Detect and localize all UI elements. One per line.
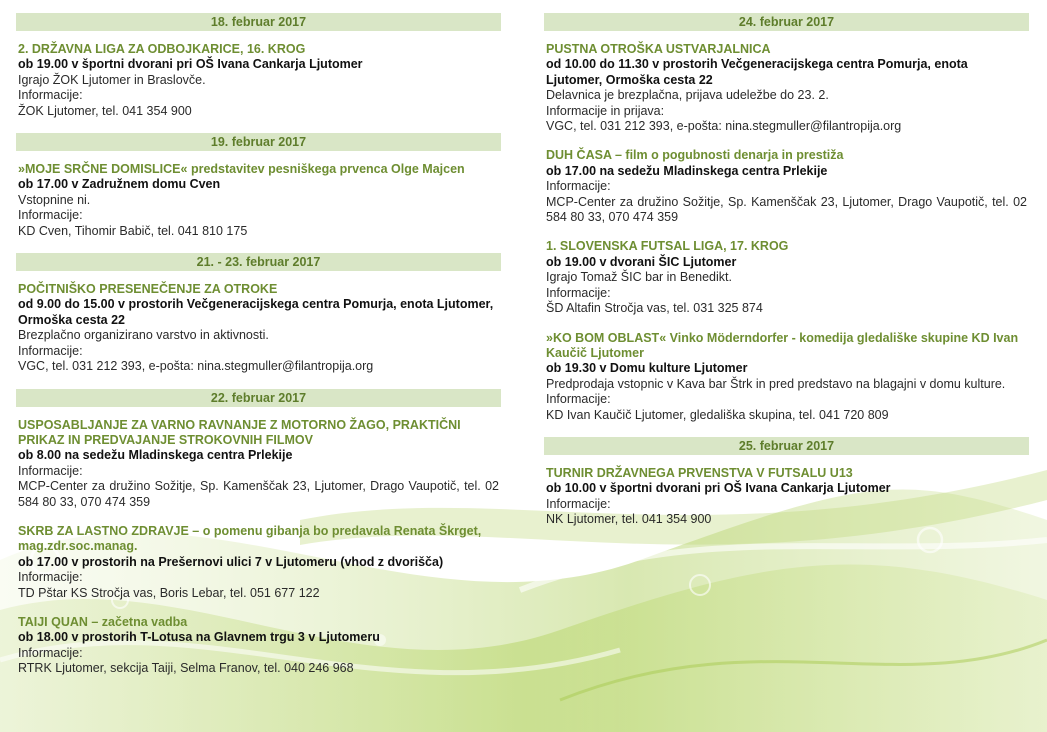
event-title: »KO BOM OBLAST« Vinko Möderndorfer - komedija gledališke skupine KD Ivan Kaučič Ljutomer [546, 330, 1019, 360]
event-info-line: Brezplačno organizirano varstvo in aktivnosti. [18, 328, 269, 343]
date-header: 25. februar 2017 [544, 437, 1029, 455]
event-entry [546, 148, 1027, 225]
event-entry [546, 466, 1027, 528]
event-time-location: ob 17.00 na sedežu Mladinskega centra Prlekije [546, 163, 828, 178]
event-info-line: Informacije: [546, 179, 611, 194]
event-entry [18, 524, 499, 601]
event-info-line: MCP-Center za družino Sožitje, Sp. Kamenščak 23, Ljutomer, Drago Vaupotič, tel. 02 584 80 33, 070 474 359 [546, 194, 1027, 225]
left-column [16, 13, 501, 691]
event-time-location: ob 10.00 v športni dvorani pri OŠ Ivana Cankarja Ljutomer [546, 481, 891, 496]
event-title: DUH ČASA – film o pogubnosti denarja in prestiža [546, 148, 844, 163]
event-entry [546, 331, 1027, 423]
event-info-line: Informacije: [18, 645, 83, 660]
right-column [544, 13, 1029, 542]
date-header: 22. februar 2017 [16, 389, 501, 407]
event-info-line: VGC, tel. 031 212 393, e-pošta: nina.stegmuller@filantropija.org [546, 119, 902, 134]
event-entry [18, 615, 499, 677]
date-header: 18. februar 2017 [16, 13, 501, 31]
event-info-line: KD Cven, Tihomir Babič, tel. 041 810 175 [18, 223, 248, 238]
event-time-location: ob 19.00 v športni dvorani pri OŠ Ivana Cankarja Ljutomer [18, 57, 363, 72]
event-info-line: Predprodaja vstopnic v Kava bar Štrk in pred predstavo na blagajni v domu kulture. [546, 376, 1006, 391]
event-info-line: Igrajo Tomaž ŠIC bar in Benedikt. [546, 270, 732, 285]
event-time-location: ob 18.00 v prostorih T-Lotusa na Glavnem trgu 3 v Ljutomeru [18, 630, 380, 645]
event-title: 2. DRŽAVNA LIGA ZA ODBOJKARICE, 16. KROG [18, 42, 306, 56]
event-info-line: RTRK Ljutomer, sekcija Taiji, Selma Franov, tel. 040 246 968 [18, 661, 354, 676]
event-info-line: Vstopnine ni. [18, 192, 91, 207]
date-header: 24. februar 2017 [544, 13, 1029, 31]
event-info-line: Informacije: [546, 496, 611, 511]
event-info-line: Informacije: [18, 208, 83, 223]
event-entry [18, 418, 499, 510]
event-title: 1. SLOVENSKA FUTSAL LIGA, 17. KROG [546, 239, 789, 254]
event-entry [546, 42, 1027, 134]
event-info-line: Informacije: [18, 570, 83, 585]
date-header: 19. februar 2017 [16, 133, 501, 151]
event-title: PUSTNA OTROŠKA USTVARJALNICA [546, 42, 771, 56]
event-entry [546, 239, 1027, 316]
event-time-location: ob 17.00 v Zadružnem domu Cven [18, 177, 221, 192]
event-time-location: od 9.00 do 15.00 v prostorih Večgeneracijskega centra Pomurja, enota Ljutomer, Ormoška cesta 22 [18, 297, 494, 327]
event-time-location: ob 17.00 v prostorih na Prešernovi ulici 7 v Ljutomeru (vhod z dvorišča) [18, 554, 444, 569]
event-info-line: Igrajo ŽOK Ljutomer in Braslovče. [18, 72, 206, 87]
event-title: TURNIR DRŽAVNEGA PRVENSTVA V FUTSALU U13 [546, 465, 853, 480]
event-info-line: Informacije: [18, 88, 83, 103]
event-entry [18, 42, 499, 119]
event-title: POČITNIŠKO PRESENEČENJE ZA OTROKE [18, 282, 278, 297]
event-info-line: VGC, tel. 031 212 393, e-pošta: nina.stegmuller@filantropija.org [18, 359, 374, 374]
event-info-line: Informacije: [546, 392, 611, 407]
event-entry [18, 162, 499, 239]
event-time-location: od 10.00 do 11.30 v prostorih Večgeneracijskega centra Pomurja, enota Ljutomer, Ormoška cesta 22 [546, 57, 968, 87]
event-info-line: Informacije: [18, 463, 83, 478]
event-title: »MOJE SRČNE DOMISLICE« predstavitev pesniškega prvenca Olge Majcen [18, 162, 465, 177]
event-info-line: KD Ivan Kaučič Ljutomer, gledališka skupina, tel. 041 720 809 [546, 407, 889, 422]
event-info-line: Delavnica je brezplačna, prijava udeležbe do 23. 2. [546, 88, 829, 103]
event-time-location: ob 19.30 v Domu kulture Ljutomer [546, 361, 748, 376]
event-info-line: TD Pštar KS Stročja vas, Boris Lebar, tel. 051 677 122 [18, 585, 320, 600]
date-header: 21. - 23. februar 2017 [16, 253, 501, 271]
event-info-line: Informacije: [546, 285, 611, 300]
event-info-line: NK Ljutomer, tel. 041 354 900 [546, 512, 712, 527]
event-entry [18, 282, 499, 374]
event-title: USPOSABLJANJE ZA VARNO RAVNANJE Z MOTORNO ŽAGO, PRAKTIČNI PRIKAZ IN PREDVAJANJE STROKOVNIH FILMOV [18, 417, 461, 447]
event-title: SKRB ZA LASTNO ZDRAVJE – o pomenu gibanja bo predavala Renata Škrget, mag.zdr.soc.manag. [18, 523, 482, 554]
event-time-location: ob 19.00 v dvorani ŠIC Ljutomer [546, 254, 737, 269]
event-title: TAIJI QUAN – začetna vadba [18, 614, 188, 629]
event-info-line: Informacije in prijava: [546, 103, 665, 118]
event-info-line: MCP-Center za družino Sožitje, Sp. Kamenščak 23, Ljutomer, Drago Vaupotič, tel. 02 584 80 33, 070 474 359 [18, 479, 499, 509]
event-time-location: ob 8.00 na sedežu Mladinskega centra Prlekije [18, 448, 293, 463]
event-info-line: ŽOK Ljutomer, tel. 041 354 900 [18, 103, 192, 118]
event-info-line: Informacije: [18, 343, 83, 358]
event-info-line: ŠD Altafin Stročja vas, tel. 031 325 874 [546, 301, 763, 316]
